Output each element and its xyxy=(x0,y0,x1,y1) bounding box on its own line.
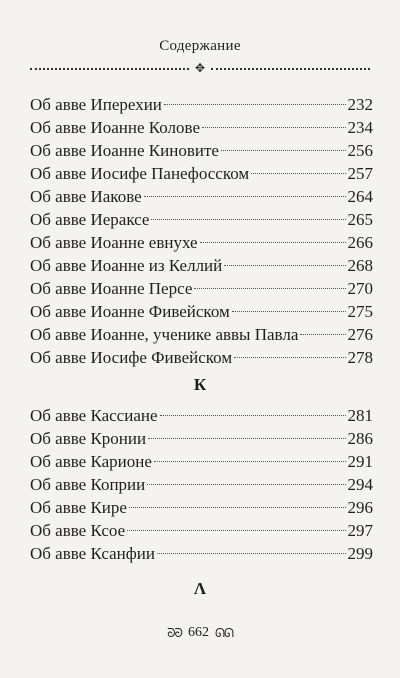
ornament-chain-left xyxy=(30,68,189,70)
toc-list-first xyxy=(30,93,373,369)
toc-entry-title: Об авве Ксанфии xyxy=(30,544,155,563)
toc-entry-title: Об авве Коприи xyxy=(30,475,146,494)
dot-leader xyxy=(300,334,345,335)
toc-entry xyxy=(30,300,373,323)
footer-ornament-left-icon: ᘐᘐ xyxy=(167,625,182,640)
dot-leader xyxy=(129,507,346,508)
toc-entry-page: 297 xyxy=(347,521,373,540)
dot-leader xyxy=(147,484,345,485)
toc-entry-title: Об авве Иосифе Фивейском xyxy=(30,348,233,367)
toc-entry-title: Об авве Иперехии xyxy=(30,95,162,114)
dot-leader xyxy=(221,150,346,151)
toc-entry-title: Об авве Ксое xyxy=(30,521,126,540)
toc-entry-page: 291 xyxy=(347,452,373,471)
toc-entry-title: Об авве Иоанне Персе xyxy=(30,279,193,298)
toc-entry xyxy=(30,427,373,450)
dot-leader xyxy=(157,553,346,554)
toc-entry-title: Об авве Иоанне евнухе xyxy=(30,233,198,252)
toc-entry-page: 286 xyxy=(347,429,373,448)
toc-entry xyxy=(30,139,373,162)
toc-entry-page: 294 xyxy=(347,475,373,494)
dot-leader xyxy=(127,530,345,531)
page-number: 662 xyxy=(187,625,209,640)
toc-entry-page: 264 xyxy=(347,187,373,206)
toc-entry xyxy=(30,542,373,565)
dot-leader xyxy=(164,104,346,105)
toc-entry-page: 265 xyxy=(347,210,373,229)
section-letter-l: Λ xyxy=(193,579,207,598)
dot-leader xyxy=(200,242,346,243)
toc-entry-page: 256 xyxy=(347,141,373,160)
toc-entry-title: Об авве Иосифе Панефосском xyxy=(30,164,250,183)
dot-leader xyxy=(160,415,346,416)
toc-entry-title: Об авве Иоанне, ученике аввы Павла xyxy=(30,325,299,344)
ornament-center-cross-icon: ✥ xyxy=(194,62,206,74)
toc-entry-page: 266 xyxy=(347,233,373,252)
toc-entry-title: Об авве Кронии xyxy=(30,429,147,448)
footer-ornament-right-icon: ᘏᘏ xyxy=(214,625,233,640)
toc-entry-title: Об авве Иоанне Колове xyxy=(30,118,201,137)
toc-entry-title: Об авве Иоанне из Келлий xyxy=(30,256,223,275)
toc-entry-title: Об авве Иоанне Фивейском xyxy=(30,302,230,321)
toc-entry xyxy=(30,473,373,496)
toc-entry xyxy=(30,277,373,300)
toc-entry-page: 234 xyxy=(347,118,373,137)
toc-entry xyxy=(30,116,373,139)
toc-entry-page: 296 xyxy=(347,498,373,517)
dot-leader xyxy=(148,438,345,439)
toc-entry xyxy=(30,496,373,519)
dot-leader xyxy=(144,196,346,197)
toc-entry xyxy=(30,323,373,346)
toc-entry xyxy=(30,450,373,473)
toc-entry xyxy=(30,162,373,185)
toc-entry xyxy=(30,185,373,208)
section-letter-k: К xyxy=(193,375,207,394)
toc-entry-page: 278 xyxy=(347,348,373,367)
toc-entry xyxy=(30,519,373,542)
ornament-chain-right xyxy=(211,68,370,70)
dot-leader xyxy=(202,127,345,128)
toc-entry-page: 299 xyxy=(347,544,373,563)
toc-entry-page: 281 xyxy=(347,406,373,425)
toc-entry xyxy=(30,231,373,254)
dot-leader xyxy=(154,461,346,462)
toc-entry xyxy=(30,93,373,116)
toc-entry-page: 257 xyxy=(347,164,373,183)
toc-entry-title: Об авве Иакове xyxy=(30,187,142,206)
dot-leader xyxy=(224,265,345,266)
page-header-title: Содержание xyxy=(159,38,241,54)
toc-entry-page: 275 xyxy=(347,302,373,321)
toc-list-second xyxy=(30,404,373,565)
toc-entry-title: Об авве Иоанне Киновите xyxy=(30,141,219,160)
toc-entry-title: Об авве Кире xyxy=(30,498,127,517)
page-footer xyxy=(0,625,400,641)
toc-entry-title: Об авве Карионе xyxy=(30,452,152,471)
toc-entry xyxy=(30,254,373,277)
dot-leader xyxy=(194,288,345,289)
toc-entry-page: 268 xyxy=(347,256,373,275)
toc-entry-page: 276 xyxy=(347,325,373,344)
dot-leader xyxy=(251,173,345,174)
header-ornament xyxy=(30,62,370,74)
dot-leader xyxy=(232,311,346,312)
toc-entry-page: 232 xyxy=(347,95,373,114)
dot-leader xyxy=(151,219,345,220)
toc-entry-title: Об авве Кассиане xyxy=(30,406,158,425)
toc-entry xyxy=(30,346,373,369)
toc-entry-title: Об авве Иераксе xyxy=(30,210,150,229)
toc-entry-page: 270 xyxy=(347,279,373,298)
toc-entry xyxy=(30,404,373,427)
dot-leader xyxy=(234,357,345,358)
toc-entry xyxy=(30,208,373,231)
